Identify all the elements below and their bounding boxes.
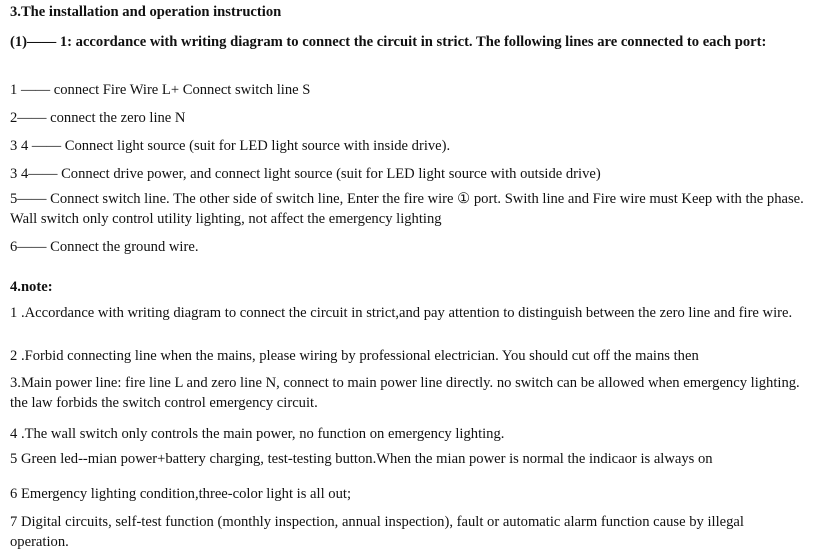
- note-item: 6 Emergency lighting condition,three-color light is all out;: [10, 486, 351, 502]
- port-item: 6—— Connect the ground wire.: [10, 239, 199, 255]
- port-item: 5—— Connect switch line. The other side of switch line, Enter the fire wire ① port. Swith line and Fire wire must Keep with the phase. Wall switch only control utility lighting, not affect the emergency lighting: [10, 191, 804, 227]
- port-item: 1 —— connect Fire Wire L+ Connect switch line S: [10, 82, 311, 98]
- note-item: 7 Digital circuits, self-test function (monthly inspection, annual inspection), fault or automatic alarm function cause by illegal operation.: [10, 514, 744, 550]
- port-item: 3 4—— Connect drive power, and connect light source (suit for LED light source with outside drive): [10, 166, 601, 182]
- note-item: 3.Main power line: fire line L and zero line N, connect to main power line directly. no switch can be allowed when emergency lighting. the law forbids the switch control emergency circuit.: [10, 375, 800, 411]
- note-item: 2 .Forbid connecting line when the mains, please wiring by professional electrician. You should cut off the mains then: [10, 348, 699, 364]
- port-item: 2—— connect the zero line N: [10, 110, 186, 126]
- section-3-heading: 3.The installation and operation instruction: [10, 4, 282, 20]
- section-3-intro: (1)—— 1: accordance with writing diagram to connect the circuit in strict. The following lines are connected to each port:: [10, 34, 767, 50]
- note-item: 5 Green led--mian power+battery charging, test-testing button.When the mian power is normal the indicaor is always on: [10, 451, 713, 467]
- port-item: 3 4 —— Connect light source (suit for LED light source with inside drive).: [10, 138, 451, 154]
- section-4-heading: 4.note:: [10, 279, 53, 295]
- note-item: 1 .Accordance with writing diagram to connect the circuit in strict,and pay attention to distinguish between the zero line and fire wire.: [10, 305, 793, 321]
- note-item: 4 .The wall switch only controls the main power, no function on emergency lighting.: [10, 426, 505, 442]
